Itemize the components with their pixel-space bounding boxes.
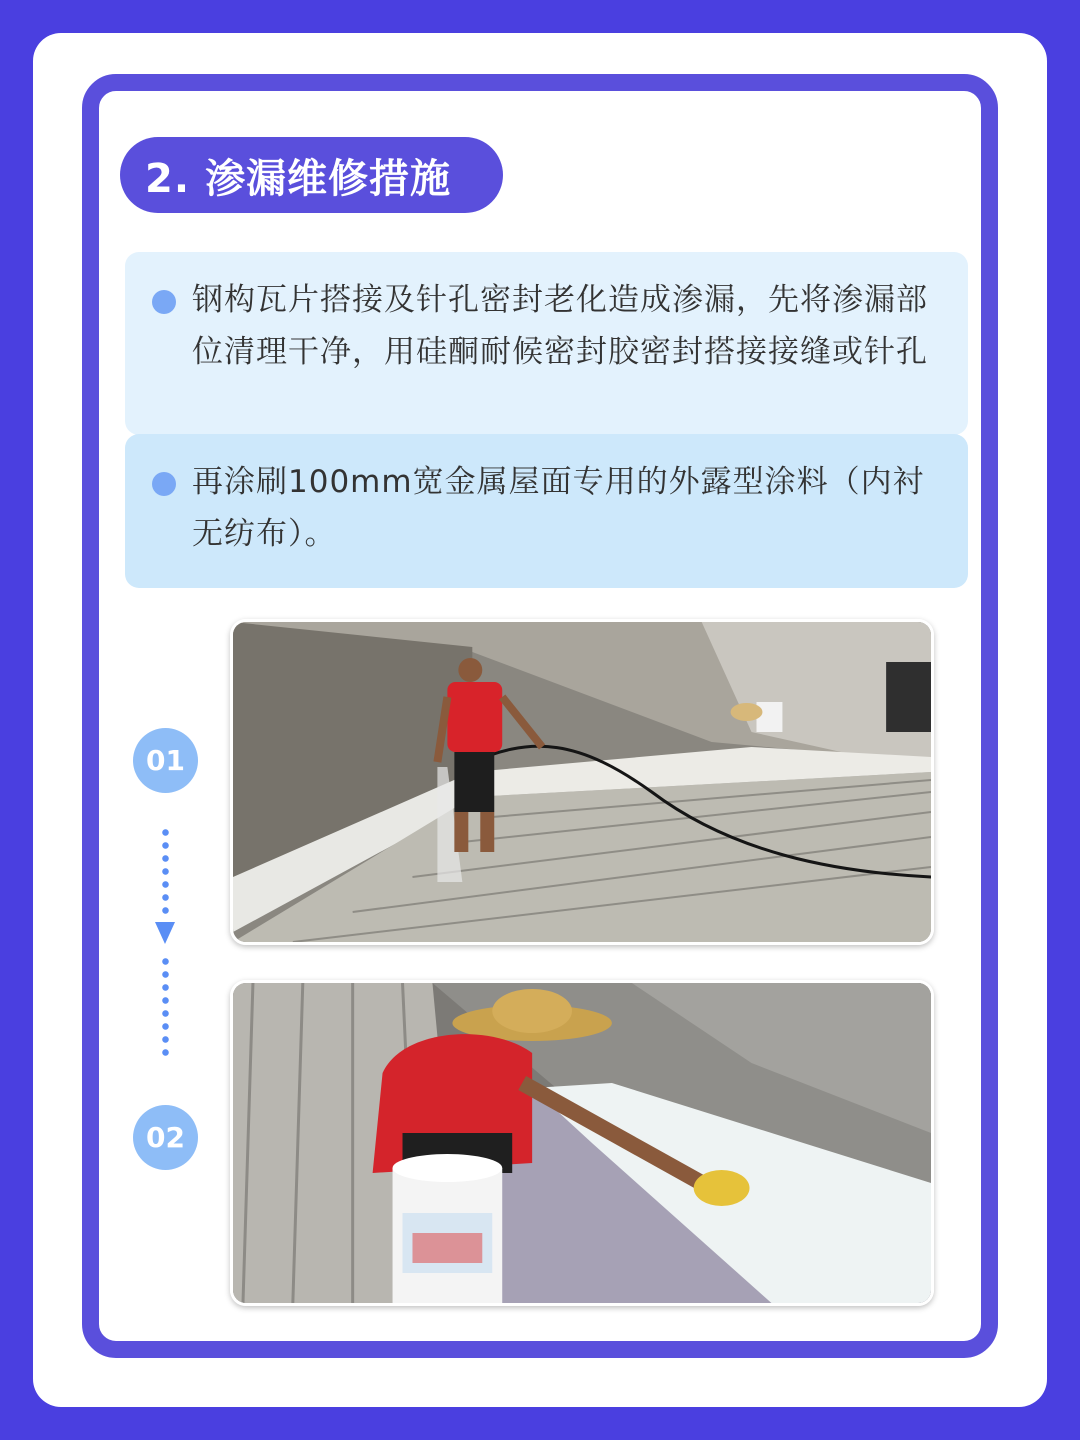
arrow-down-icon — [155, 922, 175, 944]
step-number-2: 02 — [146, 1121, 185, 1154]
bullet-text-2: 再涂刷100mm宽金属屋面专用的外露型涂料（内衬无纺布）。 — [192, 464, 925, 552]
step-badge-2 — [133, 1105, 198, 1170]
photo-worker-coating-roof-icon — [233, 983, 931, 1303]
text-box-1 — [125, 252, 968, 435]
bullet-dot-icon — [152, 472, 176, 496]
step-number-1: 01 — [146, 744, 185, 777]
bullet-text-1: 钢构瓦片搭接及针孔密封老化造成渗漏，先将渗漏部位清理干净，用硅酮耐候密封胶密封搭接接缝或针孔 — [192, 282, 928, 370]
photo-worker-spraying-roof-icon — [233, 622, 931, 942]
photo-2 — [230, 980, 934, 1306]
photo-1 — [230, 619, 934, 945]
text-box-2 — [125, 434, 968, 588]
dotted-connector — [162, 955, 169, 1060]
bullet-dot-icon — [152, 290, 176, 314]
section-title — [120, 137, 503, 213]
dotted-connector — [162, 826, 169, 918]
step-badge-1 — [133, 728, 198, 793]
section-title-text: 2. 渗漏维修措施 — [145, 155, 451, 202]
